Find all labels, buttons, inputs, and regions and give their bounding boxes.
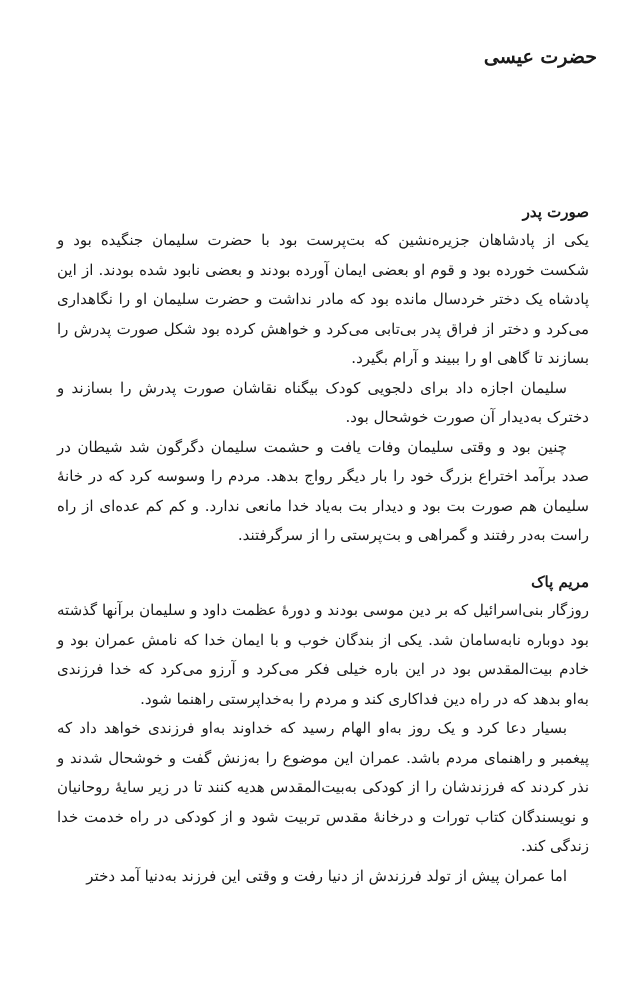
paragraph: بسیار دعا کرد و یک روز به‌او الهام رسید که خداوند به‌او فرزندی خواهد داد که پیغمبر و راهنمای مردم باشد. عمران این موضوع را به‌زنش گفت و خوشحال شدند و نذر کردند که فرزندشان را از کودکی به‌بیت‌المقدس هدیه کنند تا در زیر سایهٔ روحانیان و نویسندگان کتاب تورات و درخانهٔ مقدس تربیت شود و از کودکی در راه خدمت خدا زندگی کند. bbox=[57, 719, 589, 855]
section-pure-maryam bbox=[57, 570, 589, 891]
page-title: حضرت عیسی bbox=[483, 46, 597, 68]
paragraph: اما عمران پیش از تولد فرزندش از دنیا رفت و وقتی این فرزند به‌دنیا آمد دختر bbox=[86, 866, 567, 885]
paragraph: یکی از پادشاهان جزیره‌نشین که بت‌پرست بود با حضرت سلیمان جنگیده بود و شکست خورده بود و قوم او بعضی ایمان آورده بودند و بعضی نابود شده بودند. از این پادشاه یک دختر خردسال مانده بود که مادر نداشت و حضرت سلیمان او را نگاهداری می‌کرد و دختر از فراق پدر بی‌تابی می‌کرد و خواهش کرده بود شکل صورت پدرش را بسازند تا گاهی او را ببیند و آرام بگیرد. bbox=[57, 231, 589, 367]
paragraph: روزگار بنی‌اسرائیل که بر دین موسی بودند و دورهٔ عظمت داود و سلیمان برآنها گذشته بود دوباره نابه‌سامان شد. یکی از بندگان خوب و با ایمان خدا که نامش عمران بود و خادم بیت‌المقدس بود در این باره خیلی فکر می‌کرد و آرزو می‌کرد که خدا فرزندی به‌او بدهد که در راه دین فداکاری کند و مردم را به‌خداپرستی راهنما شود. bbox=[57, 601, 589, 708]
section-heading: صورت پدر bbox=[522, 203, 589, 221]
section-portrait-of-father bbox=[57, 200, 589, 551]
paragraph: چنین بود و وقتی سلیمان وفات یافت و حشمت سلیمان دگرگون شد شیطان در صدد برآمد اختراع بزرگ خود را بار دیگر رواج بدهد. مردم را وسوسه کرد که در خانهٔ سلیمان هم صورت بت بود و دیدار بت به‌یاد خدا مانعی ندارد. و کم کم عده‌ای از راه راست به‌در رفتند و گمراهی و بت‌پرستی را از سرگرفتند. bbox=[57, 437, 589, 544]
paragraph: سلیمان اجازه داد برای دلجویی کودک بیگناه نقاشان صورت پدرش را بسازند و دخترک به‌دیدار آن صورت خوشحال بود. bbox=[57, 378, 589, 426]
section-heading: مریم پاک bbox=[531, 573, 589, 591]
